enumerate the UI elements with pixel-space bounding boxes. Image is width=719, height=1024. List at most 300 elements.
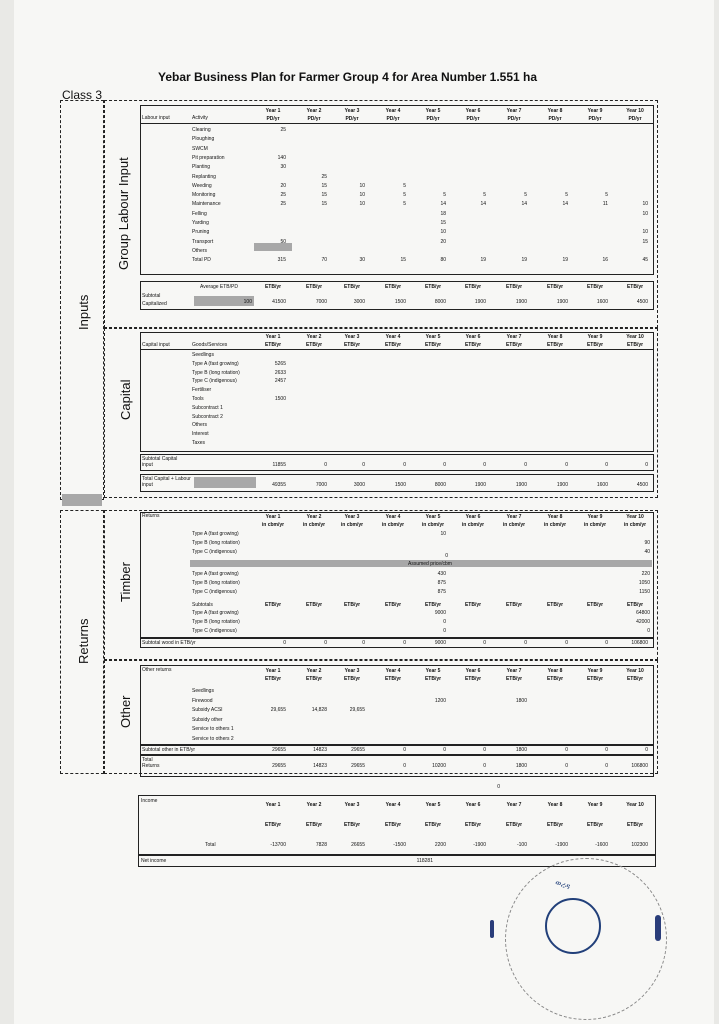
year-header: Year 1 xyxy=(265,514,281,520)
unit-header: ETB/yr xyxy=(464,822,482,828)
year-header: Year 3 xyxy=(344,334,360,340)
capital-header-rule xyxy=(140,349,654,350)
year-header: Year 2 xyxy=(306,802,322,808)
year-header: Year 9 xyxy=(587,802,603,808)
year-header: Year 6 xyxy=(465,108,481,114)
capital-total: 1900 xyxy=(474,482,486,488)
year-header: Year 8 xyxy=(547,334,563,340)
labour-cell: 45 xyxy=(642,257,648,264)
goods-label: Seedlings xyxy=(192,352,214,358)
labour-cell: 15 xyxy=(400,257,406,264)
income-total: -1900 xyxy=(473,842,486,848)
year-header: Year 10 xyxy=(626,802,644,808)
labour-cell: 20 xyxy=(440,238,446,245)
total-return: 0 xyxy=(605,763,608,769)
activity-label: Total PD xyxy=(192,257,211,264)
capital-subtotal: 0 xyxy=(324,462,327,468)
year-header: Year 1 xyxy=(265,668,281,674)
capital-subtotal: 0 xyxy=(443,462,446,468)
etb-unit-header: ETB/yr xyxy=(264,602,282,608)
unit-header: ETB/yr xyxy=(384,342,402,348)
unit-header: ETB/yr xyxy=(626,342,644,348)
subtotal-type-label: Type A (fast growing) xyxy=(192,610,239,616)
unit-header: ETB/yr xyxy=(384,822,402,828)
year-header: Year 9 xyxy=(587,668,603,674)
labour-cell: 5 xyxy=(565,192,568,199)
year-header: Year 10 xyxy=(626,334,644,340)
labour-cell: 10 xyxy=(642,229,648,236)
activity-label: Felling xyxy=(192,210,207,217)
labour-header-rule xyxy=(140,123,654,124)
other-cell: 29,655 xyxy=(270,707,286,713)
capital-total: 1900 xyxy=(515,482,527,488)
wood-subtotal: 9000 xyxy=(434,640,446,646)
price-zero: 0 xyxy=(445,553,448,559)
labour-cell: 5 xyxy=(605,192,608,199)
unit-header: PD/yr xyxy=(466,116,480,122)
capital-corner: Capital input xyxy=(142,342,170,348)
unit-header: ETB/yr xyxy=(264,342,282,348)
other-subtotal: 0 xyxy=(565,747,568,753)
labour-cell: 5 xyxy=(443,192,446,199)
unit-header: ETB/yr xyxy=(264,822,282,828)
year-header: Year 9 xyxy=(587,334,603,340)
wood-subtotal: 0 xyxy=(362,640,365,646)
etb-unit-header: ETB/yr xyxy=(424,602,442,608)
year-header: Year 2 xyxy=(306,108,322,114)
unit-header: in cbm/yr xyxy=(623,522,647,528)
unit-header: in cbm/yr xyxy=(421,522,445,528)
year-header: Year 7 xyxy=(506,668,522,674)
unit-header: in cbm/yr xyxy=(261,522,285,528)
year-header: Year 6 xyxy=(465,514,481,520)
activity-label: Clearing xyxy=(192,127,211,133)
wood-subtotal: 0 xyxy=(565,640,568,646)
unit-header: PD/yr xyxy=(345,116,359,122)
unit-header: ETB/yr xyxy=(505,676,523,682)
activity-label: Maintenance xyxy=(192,201,221,208)
subtotal-cell: 0 xyxy=(647,628,650,634)
labour-cell: 5 xyxy=(403,201,406,208)
year-header: Year 8 xyxy=(547,514,563,520)
etb-unit-header: ETB/yr xyxy=(305,284,323,290)
year-header: Year 3 xyxy=(344,668,360,674)
goods-label: Tools xyxy=(192,396,204,402)
income-total: 26655 xyxy=(351,842,365,848)
wood-subtotal: 106800 xyxy=(631,640,648,646)
capital-subtotal: 0 xyxy=(483,462,486,468)
unit-header: ETB/yr xyxy=(505,822,523,828)
capital-cell: 2457 xyxy=(274,378,286,385)
labour-subtotal: 1500 xyxy=(394,299,406,305)
etb-unit-header: ETB/yr xyxy=(305,602,323,608)
year-header: Year 4 xyxy=(385,514,401,520)
stray-zero: 0 xyxy=(497,784,500,790)
labour-cell: 14 xyxy=(480,201,486,208)
activity-label: Yarding xyxy=(192,220,209,226)
page-title: Yebar Business Plan for Farmer Group 4 for Area Number 1.551 ha xyxy=(158,70,538,84)
labour-cell: 14 xyxy=(440,201,446,208)
price-type-label: Type A (fast growing) xyxy=(192,571,239,577)
labour-cell: 15 xyxy=(321,192,327,199)
capital-cell: 1500 xyxy=(274,396,286,402)
price-type-label: Type B (long rotation) xyxy=(192,580,240,586)
labour-cell: 70 xyxy=(321,257,327,264)
price-cell: 220 xyxy=(641,571,650,577)
total-return: 0 xyxy=(403,763,406,769)
year-header: Year 5 xyxy=(425,334,441,340)
year-header: Year 1 xyxy=(265,802,281,808)
unit-header: ETB/yr xyxy=(305,342,323,348)
unit-header: PD/yr xyxy=(548,116,562,122)
activity-label: Replanting xyxy=(192,173,216,180)
labour-cell: 30 xyxy=(280,164,286,171)
labour-cell: 15 xyxy=(642,238,648,245)
goods-label: Taxes xyxy=(192,440,206,446)
subtotal-cell: 42000 xyxy=(636,619,650,625)
subtotal-cell: 9000 xyxy=(434,610,446,616)
goods-header: Goods/Services xyxy=(192,342,228,348)
unit-header: ETB/yr xyxy=(546,342,564,348)
etb-unit-header: ETB/yr xyxy=(464,602,482,608)
labour-cell: 10 xyxy=(359,192,365,199)
other-subtotal: 0 xyxy=(403,747,406,753)
labour-cell: 5 xyxy=(483,192,486,199)
total-return: 29655 xyxy=(351,763,365,769)
price-cell: 875 xyxy=(437,580,446,586)
unit-header: ETB/yr xyxy=(505,342,523,348)
activity-label: Pruning xyxy=(192,229,210,236)
signature-mark xyxy=(490,920,494,938)
etb-unit-header: ETB/yr xyxy=(586,284,604,290)
wood-subtotal: 0 xyxy=(524,640,527,646)
capital-total: 49355 xyxy=(272,482,286,488)
labour-corner: Labour input xyxy=(142,115,170,121)
unit-header: ETB/yr xyxy=(424,822,442,828)
stamp-emblem xyxy=(545,898,601,954)
unit-header: ETB/yr xyxy=(343,822,361,828)
stamp-text: ወረዳ xyxy=(554,877,572,892)
income-total: -1500 xyxy=(393,842,406,848)
timber-type-label: Type B (long rotation) xyxy=(192,540,240,546)
labour-cell: 14 xyxy=(521,201,527,208)
price-cell: 875 xyxy=(437,589,446,595)
subtotal-cell: 64800 xyxy=(636,610,650,616)
labour-cell: 10 xyxy=(359,201,365,208)
subtotal-type-label: Type B (long rotation) xyxy=(192,619,240,625)
year-header: Year 9 xyxy=(587,514,603,520)
income-total-label: Total xyxy=(205,842,216,848)
unit-header: ETB/yr xyxy=(305,822,323,828)
timber-type-label: Type C (indigenous) xyxy=(192,549,237,555)
capital-label: Capital xyxy=(118,379,133,420)
labour-cell: 5 xyxy=(403,182,406,189)
other-subtotal: 0 xyxy=(645,747,648,753)
capital-total: 1600 xyxy=(596,482,608,488)
unit-header: in cbm/yr xyxy=(340,522,364,528)
income-total: -100 xyxy=(516,842,527,848)
other-cell: 1800 xyxy=(515,697,527,704)
net-income-label: Net income xyxy=(141,858,167,864)
labour-cell: 15 xyxy=(440,220,446,226)
unit-header: ETB/yr xyxy=(626,822,644,828)
etb-unit-header: ETB/yr xyxy=(586,602,604,608)
unit-header: ETB/yr xyxy=(424,342,442,348)
subtotals-label: Subtotals xyxy=(192,602,213,608)
other-subtotal: 0 xyxy=(443,747,446,753)
signature-mark xyxy=(655,915,661,941)
goods-label: Subcontract 1 xyxy=(192,404,223,411)
etb-unit-header: ETB/yr xyxy=(626,284,644,290)
total-return: 106800 xyxy=(631,763,648,769)
year-header: Year 5 xyxy=(425,802,441,808)
capital-total: 1900 xyxy=(556,482,568,488)
labour-cell: 10 xyxy=(642,210,648,217)
timber-cell: 10 xyxy=(440,531,446,537)
other-subtotal: 0 xyxy=(605,747,608,753)
year-header: Year 2 xyxy=(306,334,322,340)
net-income-value: 118281 xyxy=(416,858,433,864)
labour-cell: 5 xyxy=(524,192,527,199)
unit-header: PD/yr xyxy=(426,116,440,122)
subtotal-cell: 0 xyxy=(443,619,446,625)
unit-header: PD/yr xyxy=(266,116,280,122)
subtotal-cell: 0 xyxy=(443,628,446,634)
year-header: Year 7 xyxy=(506,334,522,340)
other-return-label: Service to others 1 xyxy=(192,726,234,732)
income-total: -13700 xyxy=(270,842,286,848)
year-header: Year 3 xyxy=(344,514,360,520)
capital-subtotal: 0 xyxy=(362,462,365,468)
activity-label: Pit preparation xyxy=(192,154,225,161)
unit-header: ETB/yr xyxy=(343,676,361,682)
unit-header: in cbm/yr xyxy=(583,522,607,528)
year-header: Year 3 xyxy=(344,802,360,808)
capital-subtotal: 0 xyxy=(645,462,648,468)
year-header: Year 8 xyxy=(547,668,563,674)
labour-subtotal: 1900 xyxy=(556,299,568,305)
capital-total-label: Total Capital + Labour input xyxy=(142,476,191,488)
capital-total: 7000 xyxy=(315,482,327,488)
timber-label: Timber xyxy=(118,562,133,602)
goods-label: Interest xyxy=(192,431,209,438)
unit-header: PD/yr xyxy=(386,116,400,122)
capital-total: 3000 xyxy=(353,482,365,488)
labour-cell: 19 xyxy=(480,257,486,264)
unit-header: ETB/yr xyxy=(424,676,442,682)
activity-label: Transport xyxy=(192,238,214,245)
etb-unit-header: ETB/yr xyxy=(505,602,523,608)
other-return-label: Subsidy ACSI xyxy=(192,707,223,713)
other-return-label: Subsidy other xyxy=(192,716,223,723)
labour-subtotal: 4500 xyxy=(636,299,648,305)
labour-cell: 19 xyxy=(562,257,568,264)
unit-header: ETB/yr xyxy=(264,676,282,682)
subtotal-wood-label: Subtotal wood in ETB/yr xyxy=(142,640,196,646)
other-cell: 29,655 xyxy=(349,707,365,713)
unit-header: PD/yr xyxy=(307,116,321,122)
capital-subtotal: 0 xyxy=(605,462,608,468)
unit-header: in cbm/yr xyxy=(543,522,567,528)
subtotal-label: Subtotal xyxy=(142,293,161,299)
other-cell: 14,828 xyxy=(311,707,327,713)
year-header: Year 8 xyxy=(547,108,563,114)
activity-label: Ploughing xyxy=(192,136,215,143)
income-total: -1600 xyxy=(595,842,608,848)
wood-subtotal: 0 xyxy=(324,640,327,646)
timber-corner: Returns xyxy=(142,513,160,519)
etb-unit-header: ETB/yr xyxy=(424,284,442,290)
goods-label: Fertiliser xyxy=(192,387,212,394)
labour-cell: 30 xyxy=(359,257,365,264)
capital-total-shade xyxy=(194,477,256,488)
etb-unit-header: ETB/yr xyxy=(505,284,523,290)
other-subtotal-label: Subtotal other in ETB/yr xyxy=(142,747,196,753)
unit-header: in cbm/yr xyxy=(502,522,526,528)
year-header: Year 3 xyxy=(344,108,360,114)
unit-header: ETB/yr xyxy=(586,676,604,682)
goods-label: Others xyxy=(192,422,208,429)
income-total: 102300 xyxy=(631,842,648,848)
year-header: Year 7 xyxy=(506,514,522,520)
unit-header: ETB/yr xyxy=(586,822,604,828)
activity-label: Monitoring xyxy=(192,192,216,199)
capital-total: 1500 xyxy=(394,482,406,488)
capital-subtotal: 11855 xyxy=(272,462,286,468)
timber-type-label: Type A (fast growing) xyxy=(192,531,239,537)
price-cell: 430 xyxy=(437,571,446,577)
other-corner: Other returns xyxy=(142,667,172,673)
unit-header: ETB/yr xyxy=(546,822,564,828)
separator-bar xyxy=(62,494,102,506)
year-header: Year 6 xyxy=(465,334,481,340)
price-type-label: Type C (indigenous) xyxy=(192,589,237,595)
labour-cell: 10 xyxy=(440,229,446,236)
avg-etb-label: Average ETB/PD xyxy=(200,284,238,290)
class-label: Class 3 xyxy=(62,88,103,102)
labour-cell: 5 xyxy=(403,192,406,199)
other-return-label: Service to others 2 xyxy=(192,735,234,742)
unit-header: ETB/yr xyxy=(464,342,482,348)
year-header: Year 4 xyxy=(385,802,401,808)
year-header: Year 6 xyxy=(465,802,481,808)
activity-label: SWCM xyxy=(192,145,208,152)
year-header: Year 2 xyxy=(306,514,322,520)
labour-cell: 25 xyxy=(321,173,327,180)
year-header: Year 5 xyxy=(425,668,441,674)
capital-table xyxy=(140,332,654,452)
labour-cell: 16 xyxy=(602,257,608,264)
capital-subtotal: 0 xyxy=(524,462,527,468)
timber-cell: 90 xyxy=(644,540,650,546)
labour-cell: 25 xyxy=(280,192,286,199)
assumed-price-label: Assumed price/cbm xyxy=(408,561,452,567)
total-return: 0 xyxy=(565,763,568,769)
year-header: Year 4 xyxy=(385,108,401,114)
other-cell: 1200 xyxy=(434,697,446,704)
inputs-label: Inputs xyxy=(76,294,91,330)
other-return-label: Seedlings xyxy=(192,688,214,694)
year-header: Year 8 xyxy=(547,802,563,808)
labour-cell: 25 xyxy=(280,201,286,208)
year-header: Year 4 xyxy=(385,334,401,340)
labour-subtotal: 1600 xyxy=(596,299,608,305)
unit-header: PD/yr xyxy=(507,116,521,122)
etb-unit-header: ETB/yr xyxy=(343,284,361,290)
labour-cell: 20 xyxy=(280,182,286,189)
subtotal-type-label: Type C (indigenous) xyxy=(192,628,237,634)
year-header: Year 1 xyxy=(265,334,281,340)
other-subtotal: 0 xyxy=(483,747,486,753)
price-cell: 1150 xyxy=(639,589,650,595)
capital-total: 4500 xyxy=(636,482,648,488)
other-subtotal: 1800 xyxy=(515,747,527,753)
total-return: 29655 xyxy=(272,763,286,769)
unit-header: ETB/yr xyxy=(384,676,402,682)
other-subtotal: 29655 xyxy=(351,747,365,753)
etb-unit-header: ETB/yr xyxy=(626,602,644,608)
capital-subtotal: 0 xyxy=(565,462,568,468)
unit-header: ETB/yr xyxy=(305,676,323,682)
labour-cell: 10 xyxy=(642,201,648,208)
etb-unit-header: ETB/yr xyxy=(546,284,564,290)
labour-cell: 11 xyxy=(602,201,608,208)
other-subtotal: 14823 xyxy=(313,747,327,753)
wood-subtotal: 0 xyxy=(605,640,608,646)
labour-cell: 25 xyxy=(280,127,286,133)
labour-cell: 140 xyxy=(277,154,286,161)
price-cell: 1050 xyxy=(638,580,650,586)
wood-subtotal: 0 xyxy=(403,640,406,646)
year-header: Year 7 xyxy=(506,802,522,808)
capital-total: 8000 xyxy=(434,482,446,488)
unit-header: ETB/yr xyxy=(546,676,564,682)
activity-header: Activity xyxy=(192,115,208,121)
year-header: Year 5 xyxy=(425,108,441,114)
labour-subtotal: 1900 xyxy=(515,299,527,305)
year-header: Year 9 xyxy=(587,108,603,114)
unit-header: ETB/yr xyxy=(343,342,361,348)
wood-subtotal: 0 xyxy=(483,640,486,646)
other-subtotal: 29655 xyxy=(272,747,286,753)
labour-subtotal: 41500 xyxy=(272,299,286,305)
timber-cell: 40 xyxy=(644,549,650,555)
year-header: Year 5 xyxy=(425,514,441,520)
total-return: 10200 xyxy=(432,763,446,769)
returns-label: Returns xyxy=(76,618,91,664)
year-header: Year 4 xyxy=(385,668,401,674)
goods-label: Type A (fast growing) xyxy=(192,360,239,367)
capitalized-label: Capitalized xyxy=(142,301,167,307)
other-label: Other xyxy=(118,695,133,728)
labour-cell: 18 xyxy=(440,210,446,217)
year-header: Year 6 xyxy=(465,668,481,674)
activity-label: Weeding xyxy=(192,182,212,189)
other-return-label: Firewood xyxy=(192,697,213,704)
labour-table xyxy=(140,105,654,275)
unit-header: PD/yr xyxy=(588,116,602,122)
unit-header: in cbm/yr xyxy=(461,522,485,528)
capital-cell: 5265 xyxy=(274,360,286,367)
etb-unit-header: ETB/yr xyxy=(384,284,402,290)
unit-header: ETB/yr xyxy=(586,342,604,348)
wood-subtotal: 0 xyxy=(283,640,286,646)
year-header: Year 10 xyxy=(626,108,644,114)
etb-unit-header: ETB/yr xyxy=(464,284,482,290)
capital-cell: 2633 xyxy=(274,369,286,376)
etb-unit-header: ETB/yr xyxy=(264,284,282,290)
unit-header: in cbm/yr xyxy=(381,522,405,528)
